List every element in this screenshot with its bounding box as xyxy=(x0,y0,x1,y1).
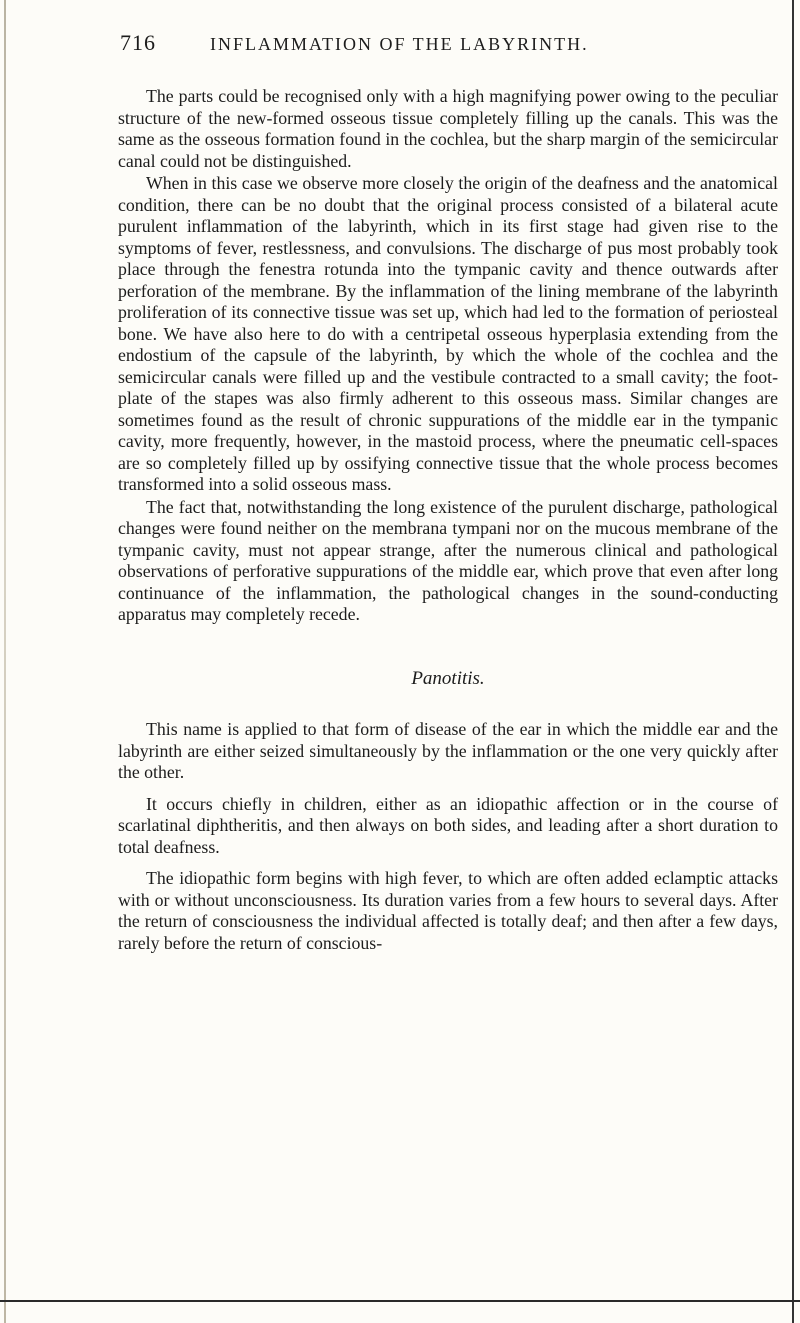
page-edge-right xyxy=(792,0,794,1323)
page-edge-bottom xyxy=(0,1300,800,1302)
page-number: 716 xyxy=(120,30,156,55)
paragraph: The idiopathic form begins with high fever, to which are often added eclamptic attacks with or without unconsciousness. Its duration varies from a few hours to several days. After the return of consciousness the individual affected is totally deaf; and then after a few days, rarely before the return of conscious- xyxy=(118,868,778,953)
paragraph: When in this case we observe more closely the origin of the deafness and the anatomical condition, there can be no doubt that the original process consisted of a bilateral acute purulent inflammation of the labyrinth, which in its first stage had given rise to the symptoms of fever, restlessness, and convulsions. The discharge of pus most probably took place through the fenestra rotunda into the tympanic cavity and thence outwards after perforation of the membrane. By the inflammation of the lining membrane of the labyrinth proliferation of its connective tissue was set up, which had led to the formation of periosteal bone. We have also here to do with a centripetal osseous hyperplasia extending from the endostium of the capsule of the labyrinth, by which the whole of the cochlea and the semicircular canals were filled up and the vestibule contracted to a small cavity; the foot-plate of the stapes was also firmly adherent to this osseous mass. Similar changes are sometimes found as the result of chronic suppurations of the middle ear in the tympanic cavity, more frequently, however, in the mastoid process, where the pneumatic cell-spaces are so completely filled up by ossifying connective tissue that the whole process becomes transformed into a solid osseous mass. xyxy=(118,173,778,494)
section-title: Panotitis. xyxy=(411,667,485,689)
paragraph: It occurs chiefly in children, either as an idiopathic affection or in the course of scarlatinal diphtheritis, and then always on both sides, and leading after a short duration to total deafness. xyxy=(118,793,778,857)
paragraph: The fact that, notwithstanding the long existence of the purulent discharge, pathological changes were found neither on the membrana tympani nor on the mucous membrane of the tympanic cavity, must not appear strange, after the numerous clinical and pathological observations of perforative suppurations of the middle ear, which prove that even after long continuance of the inflammation, the pathological changes in the sound-conducting apparatus may completely recede. xyxy=(118,496,778,624)
paragraph: This name is applied to that form of disease of the ear in which the middle ear and the labyrinth are either seized simultaneously by the inflammation or the one very quickly after the other. xyxy=(118,719,778,782)
page-edge-left xyxy=(4,0,6,1323)
body-text xyxy=(118,86,778,954)
page-header xyxy=(120,30,780,70)
paragraph: The parts could be recognised only with a high magnifying power owing to the peculiar structure of the new-formed osseous tissue completely filling up the canals. This was the same as the osseous formation found in the cochlea, but the sharp margin of the semicircular canal could not be distinguished. xyxy=(118,86,778,171)
running-head: INFLAMMATION OF THE LABYRINTH. xyxy=(210,34,589,54)
